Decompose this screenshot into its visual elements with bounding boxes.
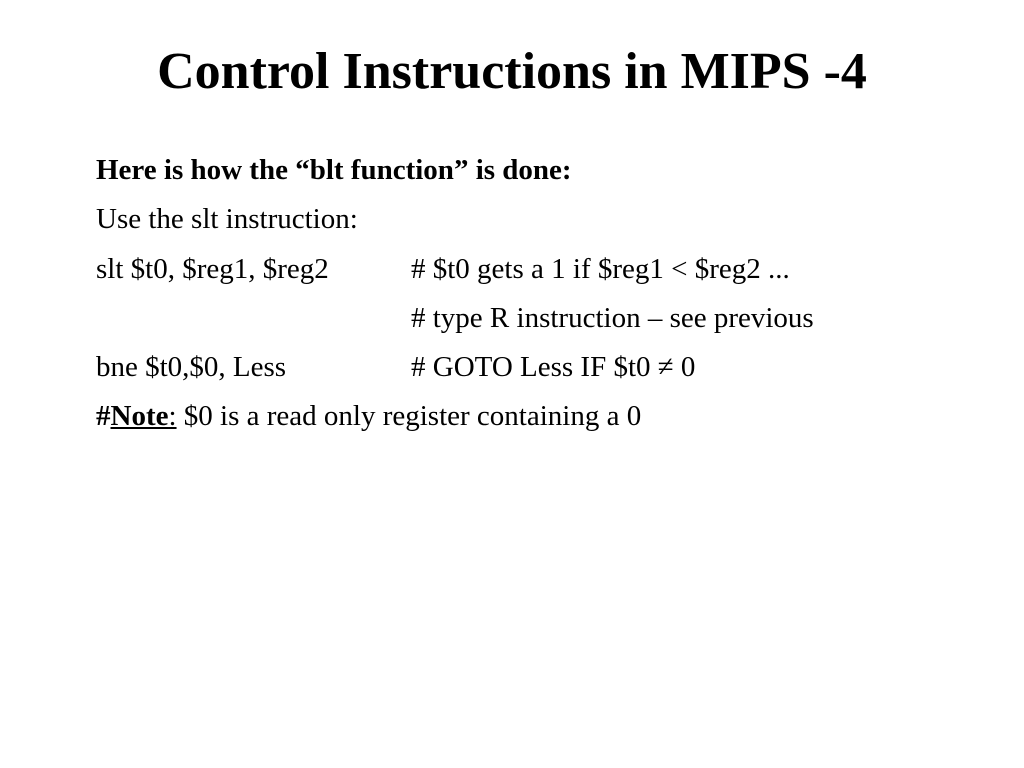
slide-title: Control Instructions in MIPS -4 (157, 43, 867, 100)
bne-comment: # GOTO Less IF $t0 ≠ 0 (411, 351, 696, 383)
slt-instruction: slt $t0, $reg1, $reg2 (96, 253, 329, 285)
note-line (96, 398, 641, 434)
slt-comment: # $t0 gets a 1 if $reg1 < $reg2 ... (411, 253, 790, 285)
bne-instruction: bne $t0,$0, Less (96, 351, 287, 383)
intro-text: Use the slt instruction: (96, 203, 358, 235)
type-r-comment: # type R instruction – see previous (411, 302, 814, 334)
note-text: $0 is a read only register containing a 0 (176, 400, 642, 432)
note-label: Note (110, 400, 169, 432)
note-hash: # (96, 400, 111, 432)
code-line-type-comment (96, 300, 814, 336)
section-heading: Here is how the “blt function” is done: (96, 154, 572, 186)
note-colon: : (168, 400, 177, 432)
code-line-bne (96, 349, 695, 385)
code-line-slt (96, 251, 790, 287)
